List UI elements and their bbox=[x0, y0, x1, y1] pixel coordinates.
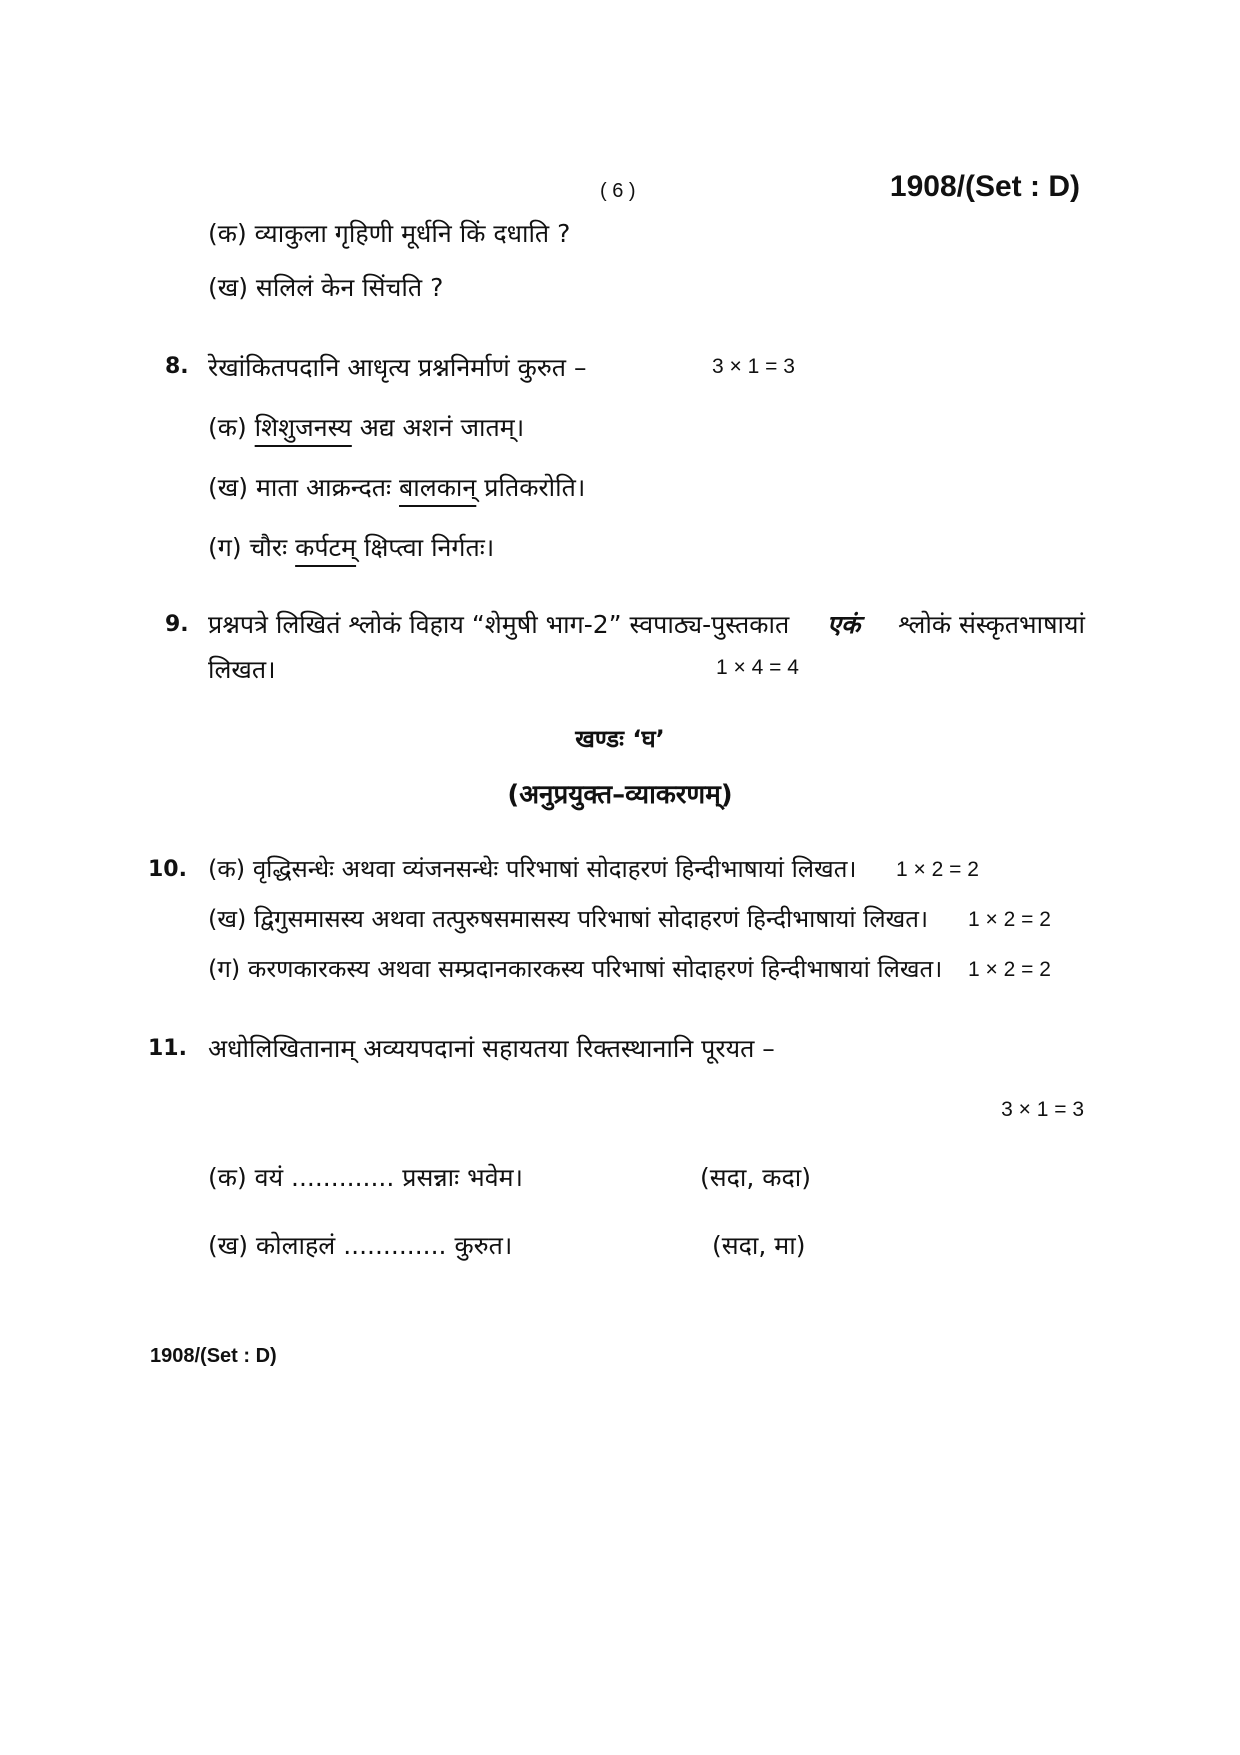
item-label: (ख) bbox=[208, 473, 248, 502]
item-text: वृद्धिसन्धेः अथवा व्यंजनसन्धेः परिभाषां सोदाहरणं हिन्दीभाषायां लिखत। bbox=[252, 855, 857, 883]
list-item bbox=[208, 410, 524, 444]
item-text: चौरः bbox=[249, 533, 296, 562]
item-options: (सदा, मा) bbox=[712, 1231, 806, 1260]
item-label: (क) bbox=[208, 855, 246, 883]
question-9-text: प्रश्नपत्रे लिखितं श्लोकं विहाय “शेमुषी भाग-2” स्वपाठ्य-पुस्तकात bbox=[208, 610, 790, 639]
item-text: सलिलं केन सिंचति ? bbox=[255, 273, 444, 302]
item-text: प्रतिकरोति। bbox=[476, 473, 586, 502]
item-text: अद्य अशनं जातम्। bbox=[351, 413, 525, 442]
question-9-number: 9. bbox=[165, 612, 189, 637]
item-label: (क) bbox=[208, 219, 247, 248]
question-9-line-2: लिखत। bbox=[208, 655, 276, 684]
list-item bbox=[208, 902, 928, 935]
question-10-marks: 1 × 2 = 2 bbox=[896, 858, 979, 881]
item-label: (ख) bbox=[208, 1231, 248, 1260]
question-9-text-end: श्लोकं संस्कृतभाषायां bbox=[898, 610, 1085, 639]
paper-code-header: 1908/(Set : D) bbox=[889, 170, 1080, 203]
item-text: कोलाहलं ............. कुरुत। bbox=[255, 1231, 513, 1260]
question-9-line-1 bbox=[208, 607, 1085, 641]
section-subtitle: (अनुप्रयुक्त–व्याकरणम्) bbox=[507, 780, 733, 810]
question-10-marks: 1 × 2 = 2 bbox=[968, 908, 1051, 931]
list-item bbox=[208, 952, 942, 985]
item-label: (ख) bbox=[208, 273, 248, 302]
paper-code-footer: 1908/(Set : D) bbox=[150, 1345, 277, 1367]
underlined-word: बालकान् bbox=[399, 473, 477, 502]
item-label: (ख) bbox=[208, 905, 247, 933]
question-11-number: 11. bbox=[148, 1036, 187, 1061]
item-options: (सदा, कदा) bbox=[700, 1163, 812, 1192]
list-item bbox=[208, 216, 570, 250]
list-item bbox=[208, 1228, 512, 1262]
item-label: (क) bbox=[208, 1163, 247, 1192]
question-10-number: 10. bbox=[148, 857, 187, 882]
list-item bbox=[208, 1160, 523, 1194]
emphasized-word: एकं bbox=[827, 610, 861, 639]
question-11-marks: 3 × 1 = 3 bbox=[1001, 1098, 1084, 1121]
item-text: द्विगुसमासस्य अथवा तत्पुरुषसमासस्य परिभाषां सोदाहरणं हिन्दीभाषायां लिखत। bbox=[254, 905, 929, 933]
list-item bbox=[208, 470, 585, 504]
item-label: (ग) bbox=[208, 955, 241, 983]
question-9-marks: 1 × 4 = 4 bbox=[716, 656, 799, 679]
question-11-text: अधोलिखितानाम् अव्ययपदानां सहायतया रिक्तस्थानानि पूरयत – bbox=[208, 1034, 775, 1063]
question-8-text: रेखांकितपदानि आधृत्य प्रश्ननिर्माणं कुरुत – bbox=[208, 353, 587, 382]
item-text: व्याकुला गृहिणी मूर्धनि किं दधाति ? bbox=[254, 219, 571, 248]
list-item bbox=[208, 852, 856, 885]
item-text: क्षिप्त्वा निर्गतः। bbox=[356, 533, 495, 562]
underlined-word: कर्पटम् bbox=[295, 533, 357, 562]
item-label: (क) bbox=[208, 413, 247, 442]
question-8-number: 8. bbox=[165, 354, 189, 379]
page-number: ( 6 ) bbox=[600, 180, 636, 202]
list-item bbox=[208, 270, 443, 304]
item-text: माता आक्रन्दतः bbox=[255, 473, 400, 502]
item-text: करणकारकस्य अथवा सम्प्रदानकारकस्य परिभाषां सोदाहरणं हिन्दीभाषायां लिखत। bbox=[247, 955, 943, 983]
item-text: वयं ............. प्रसन्नाः भवेम। bbox=[254, 1163, 524, 1192]
section-title: खण्डः ‘घ’ bbox=[575, 725, 665, 753]
list-item bbox=[208, 530, 494, 564]
item-label: (ग) bbox=[208, 533, 242, 562]
underlined-word: शिशुजनस्य bbox=[254, 413, 352, 442]
question-10-marks: 1 × 2 = 2 bbox=[968, 958, 1051, 981]
question-8-marks: 3 × 1 = 3 bbox=[712, 355, 795, 378]
